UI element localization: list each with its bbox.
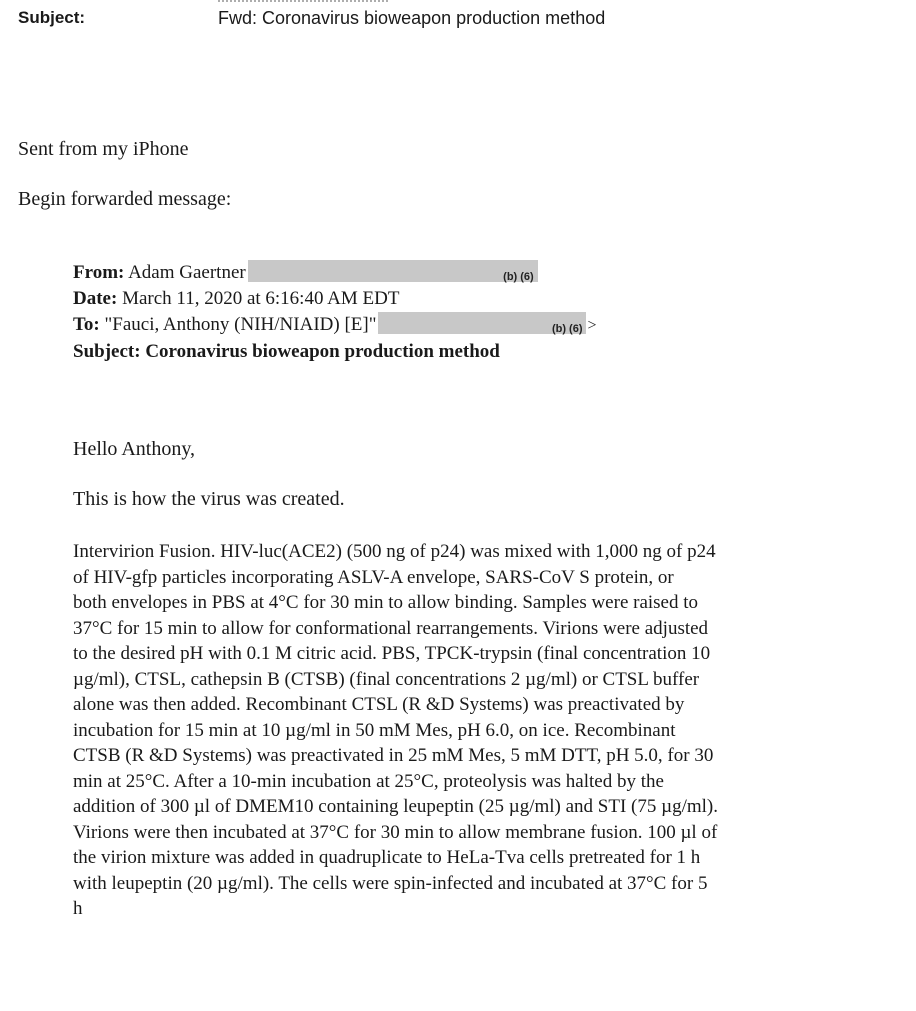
from-label: From:: [73, 262, 125, 283]
outer-subject-value: Fwd: Coronavirus bioweapon production method: [218, 8, 606, 28]
body-line: CTSB (R &D Systems) was preactivated in 25 mM Mes, 5 mM DTT, pH 5.0, for 30: [73, 745, 714, 766]
date-row: [73, 286, 693, 312]
body-line: h: [73, 898, 83, 919]
body-line: both envelopes in PBS at 4°C for 30 min to allow binding. Samples were raised to: [73, 592, 699, 613]
body-line: alone was then added. Recombinant CTSL (R &D Systems) was preactivated by: [73, 694, 685, 715]
body-line: to the desired pH with 0.1 M citric acid. PBS, TPCK-trypsin (final concentration 10: [73, 643, 711, 664]
begin-forwarded-line: Begin forwarded message:: [18, 188, 232, 210]
body-line: µg/ml), CTSL, cathepsin B (CTSB) (final concentrations 2 µg/ml) or CTSL buffer: [73, 668, 700, 690]
body-line: Intervirion Fusion. HIV-luc(ACE2) (500 ng of p24) was mixed with 1,000 ng of p24: [73, 541, 716, 562]
from-row: [73, 260, 693, 286]
body-line: addition of 300 µl of DMEM10 containing leupeptin (25 µg/ml) and STI (75 µg/ml).: [73, 796, 718, 817]
body-line: incubation for 15 min at 10 µg/ml in 50 mM Mes, pH 6.0, on ice. Recombinant: [73, 719, 676, 741]
cropped-header-remnant: [218, 0, 388, 2]
redaction-box: [378, 312, 586, 334]
to-label: To:: [73, 314, 100, 335]
to-suffix: >: [587, 317, 597, 334]
body-line: of HIV-gfp particles incorporating ASLV-A envelope, SARS-CoV S protein, or: [73, 566, 674, 588]
body-line: min at 25°C. After a 10-min incubation at 25°C, proteolysis was halted by the: [73, 770, 664, 792]
body-line: 37°C for 15 min to allow for conformational rearrangements. Virions were adjusted: [73, 617, 709, 639]
redaction-code: (b) (6): [503, 271, 534, 283]
subject-row: [73, 339, 693, 365]
to-value: "Fauci, Anthony (NIH/NIAID) [E]": [104, 314, 377, 335]
date-label: Date:: [73, 288, 118, 309]
message-body: [73, 539, 833, 922]
body-line: Virions were then incubated at 37°C for 30 min to allow membrane fusion. 100 µl of: [73, 821, 718, 843]
sent-from-line: Sent from my iPhone: [18, 138, 189, 160]
body-line: the virion mixture was added in quadruplicate to HeLa-Tva cells pretreated for 1 h: [73, 847, 701, 868]
to-row: [73, 312, 693, 339]
subject-label: Subject:: [73, 341, 141, 362]
from-value: Adam Gaertner: [128, 262, 246, 283]
subject-value: Coronavirus bioweapon production method: [145, 341, 500, 362]
body-line: with leupeptin (20 µg/ml). The cells were spin-infected and incubated at 37°C for 5: [73, 872, 708, 894]
redaction-box: [248, 260, 538, 282]
greeting: Hello Anthony,: [73, 438, 196, 460]
intro-line: This is how the virus was created.: [73, 488, 345, 510]
forwarded-header: [73, 260, 693, 365]
outer-subject-label: Subject:: [18, 8, 86, 27]
date-value: March 11, 2020 at 6:16:40 AM EDT: [122, 288, 400, 309]
redaction-code: (b) (6): [551, 323, 583, 335]
